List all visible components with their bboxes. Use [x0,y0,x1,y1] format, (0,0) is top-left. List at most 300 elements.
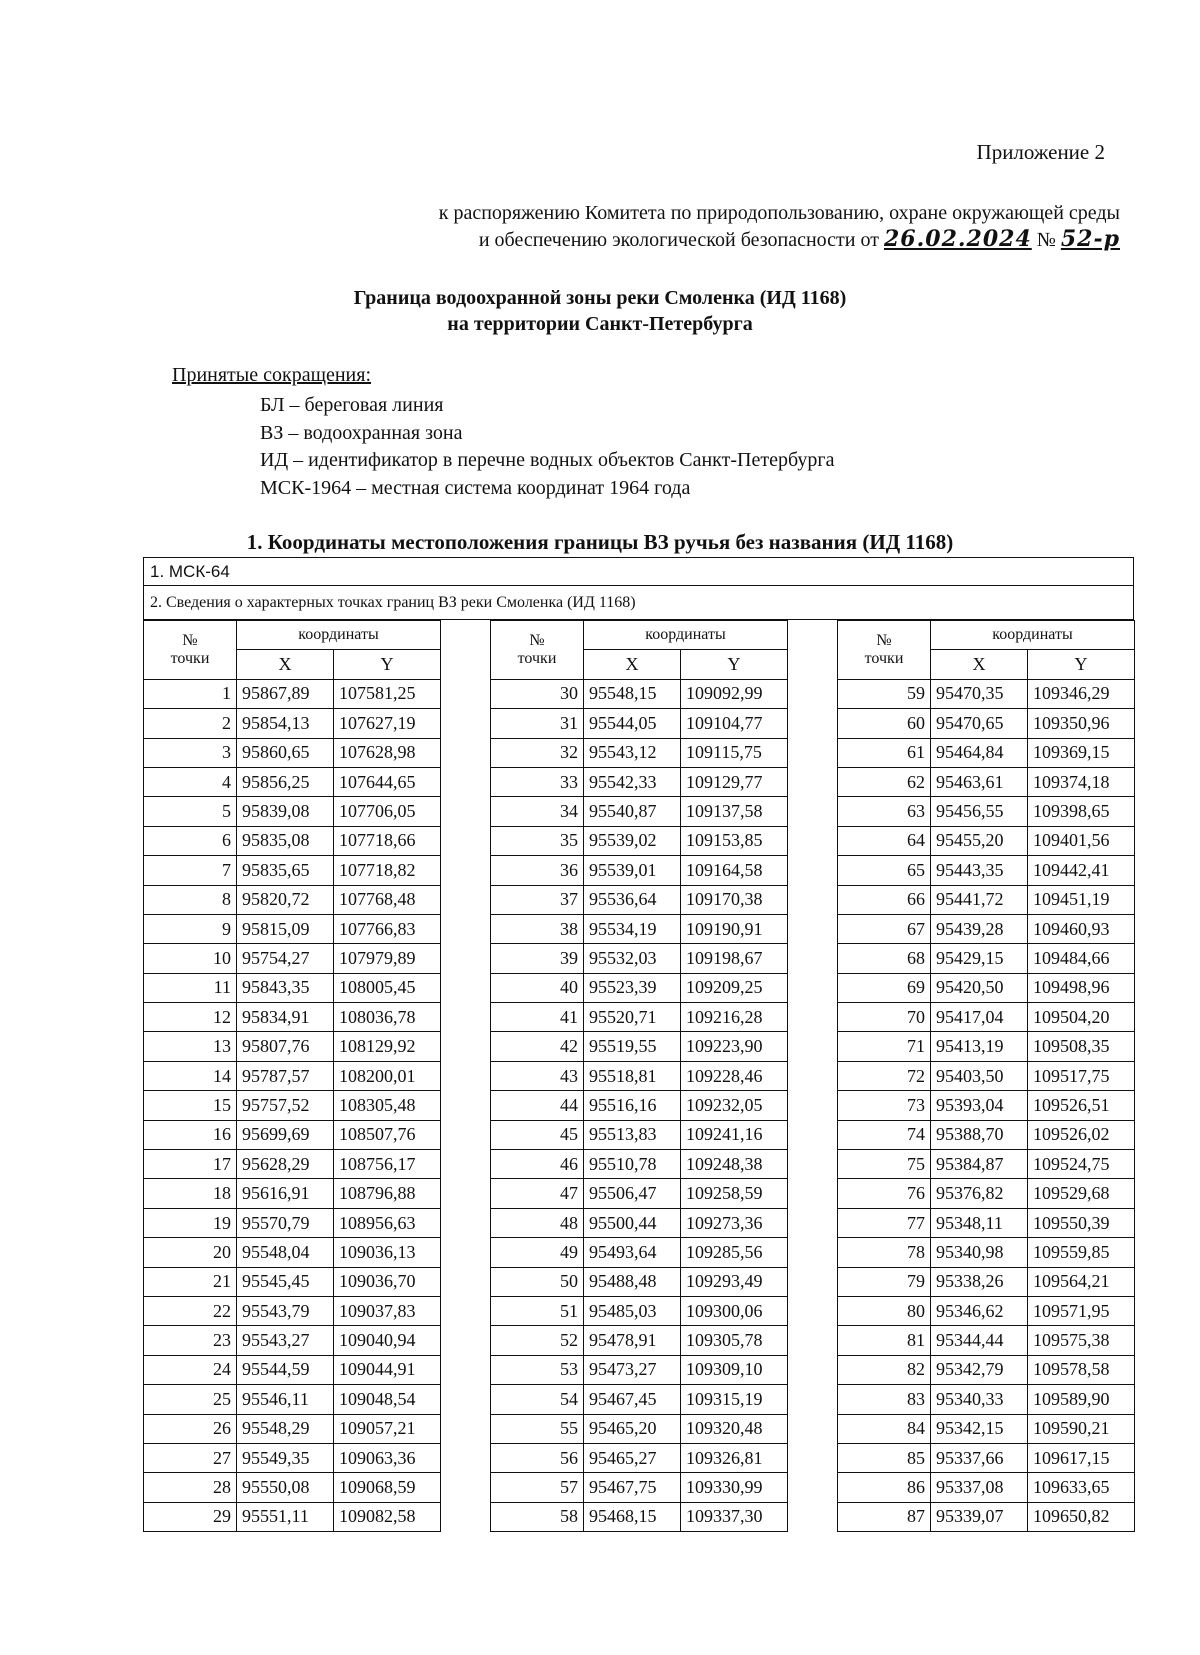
coord-y: 109082,58 [334,1502,441,1531]
point-number: 52 [491,1326,584,1355]
document-title-line1: Граница водоохранной зоны реки Смоленка (ИД 1168) [353,287,847,309]
point-number: 36 [491,856,584,885]
coord-x: 95342,79 [931,1355,1028,1384]
coord-x: 95843,35 [237,973,334,1002]
table-row [491,944,788,973]
coord-x: 95519,55 [584,1032,681,1061]
coord-y: 109633,65 [1028,1473,1135,1502]
point-number: 14 [144,1061,237,1090]
table-row [144,1473,441,1502]
coord-y: 108956,63 [334,1208,441,1237]
point-number: 9 [144,914,237,943]
coord-y: 109315,19 [681,1385,788,1414]
abbreviations-list [260,392,834,502]
table-row [491,797,788,826]
point-number: 16 [144,1120,237,1149]
coord-x: 95516,16 [584,1091,681,1120]
table-row [144,1355,441,1384]
coord-x: 95854,13 [237,709,334,738]
table-row [144,679,441,708]
table-row [491,709,788,738]
coord-x: 95500,44 [584,1208,681,1237]
coord-x: 95388,70 [931,1120,1028,1149]
coord-y: 109115,75 [681,738,788,767]
table-row [491,1150,788,1179]
col-header-y: Y [334,650,441,679]
coord-x: 95543,27 [237,1326,334,1355]
table-row [838,1061,1135,1090]
coord-y: 109575,38 [1028,1326,1135,1355]
table-row [144,1120,441,1149]
table-row [491,914,788,943]
coord-y: 109398,65 [1028,797,1135,826]
table-row [838,1208,1135,1237]
coord-y: 107979,89 [334,944,441,973]
point-number: 35 [491,826,584,855]
number-sign: № [182,631,198,649]
order-date: 26.02.2024 [883,226,1032,252]
table-row [838,826,1135,855]
coord-x: 95699,69 [237,1120,334,1149]
point-number: 19 [144,1208,237,1237]
coord-y: 109401,56 [1028,826,1135,855]
coord-x: 95510,78 [584,1150,681,1179]
table-row [144,1091,441,1120]
coord-x: 95470,65 [931,709,1028,738]
coord-x: 95420,50 [931,973,1028,1002]
coord-y: 108036,78 [334,1003,441,1032]
coord-x: 95340,98 [931,1238,1028,1267]
table-row [838,973,1135,1002]
table-row [491,1061,788,1090]
coord-x: 95439,28 [931,914,1028,943]
coord-x: 95337,66 [931,1443,1028,1472]
table-row [838,1120,1135,1149]
coord-x: 95337,08 [931,1473,1028,1502]
points-tables [143,620,1135,1532]
table-row [838,738,1135,767]
point-number: 77 [838,1208,931,1237]
table-row [144,1296,441,1325]
point-number: 84 [838,1414,931,1443]
coord-x: 95867,89 [237,679,334,708]
table-row [491,1443,788,1472]
col-header-x: X [584,650,681,679]
point-number: 5 [144,797,237,826]
points-table-1 [143,620,441,1532]
table-row [144,1179,441,1208]
coordinate-system-row: 1. МСК-64 [144,558,1133,586]
coord-x: 95467,75 [584,1473,681,1502]
table-row [838,1355,1135,1384]
table-row [144,1267,441,1296]
coord-x: 95465,27 [584,1443,681,1472]
point-number: 1 [144,679,237,708]
table-row [491,1473,788,1502]
order-number: 52-р [1060,226,1120,252]
point-number: 81 [838,1326,931,1355]
abbreviation-item: БЛ – береговая линия [260,394,444,416]
point-number: 33 [491,767,584,796]
table-row [144,1326,441,1355]
coord-y: 109337,30 [681,1502,788,1531]
coord-y: 107628,98 [334,738,441,767]
coord-y: 109198,67 [681,944,788,973]
order-reference-line2: и обеспечению экологической безопасности от [478,229,879,251]
coord-y: 109048,54 [334,1385,441,1414]
point-number: 43 [491,1061,584,1090]
table-row [144,767,441,796]
point-number: 63 [838,797,931,826]
coord-x: 95856,25 [237,767,334,796]
point-number: 20 [144,1238,237,1267]
coord-x: 95835,65 [237,856,334,885]
coord-x: 95807,76 [237,1032,334,1061]
coord-y: 109498,96 [1028,973,1135,1002]
point-number: 41 [491,1003,584,1032]
table-row [491,1003,788,1032]
coord-y: 109232,05 [681,1091,788,1120]
point-number: 57 [491,1473,584,1502]
point-number: 6 [144,826,237,855]
order-reference [0,200,1120,253]
coord-x: 95338,26 [931,1267,1028,1296]
coord-x: 95545,45 [237,1267,334,1296]
coord-x: 95443,35 [931,856,1028,885]
table-row [838,885,1135,914]
point-number: 54 [491,1385,584,1414]
coord-y: 109305,78 [681,1326,788,1355]
coord-y: 107706,05 [334,797,441,826]
point-number: 23 [144,1326,237,1355]
coord-y: 109559,85 [1028,1238,1135,1267]
point-number: 30 [491,679,584,708]
table-row [838,709,1135,738]
coord-x: 95548,04 [237,1238,334,1267]
coord-y: 109504,20 [1028,1003,1135,1032]
point-number: 74 [838,1120,931,1149]
point-number: 21 [144,1267,237,1296]
coord-y: 109508,35 [1028,1032,1135,1061]
table-row [144,1003,441,1032]
coord-x: 95787,57 [237,1061,334,1090]
point-number: 40 [491,973,584,1002]
point-number: 75 [838,1150,931,1179]
coord-x: 95456,55 [931,797,1028,826]
coord-x: 95441,72 [931,885,1028,914]
point-number: 8 [144,885,237,914]
coord-x: 95839,08 [237,797,334,826]
point-number: 71 [838,1032,931,1061]
table-row [144,885,441,914]
coord-y: 109036,70 [334,1267,441,1296]
point-number: 42 [491,1032,584,1061]
coord-x: 95543,79 [237,1296,334,1325]
number-sign: № [876,631,892,649]
coord-x: 95546,11 [237,1385,334,1414]
point-number: 10 [144,944,237,973]
point-number: 39 [491,944,584,973]
point-number: 76 [838,1179,931,1208]
table-row [838,1091,1135,1120]
table-row [838,1267,1135,1296]
coord-y: 109036,13 [334,1238,441,1267]
coord-y: 109129,77 [681,767,788,796]
coord-x: 95532,03 [584,944,681,973]
coord-x: 95339,07 [931,1502,1028,1531]
point-number: 62 [838,767,931,796]
coord-y: 107718,66 [334,826,441,855]
table-row [491,856,788,885]
coord-y: 109164,58 [681,856,788,885]
table-row [491,738,788,767]
table-row [838,1502,1135,1531]
coord-x: 95376,82 [931,1179,1028,1208]
points-table-2 [490,620,788,1532]
coord-y: 109037,83 [334,1296,441,1325]
coord-y: 109326,81 [681,1443,788,1472]
table-row [144,1150,441,1179]
coord-x: 95493,64 [584,1238,681,1267]
col-header-coordinates: координаты [931,621,1135,650]
point-number: 55 [491,1414,584,1443]
table-row [491,1032,788,1061]
coord-y: 109223,90 [681,1032,788,1061]
coord-y: 109578,58 [1028,1355,1135,1384]
coord-y: 109285,56 [681,1238,788,1267]
coord-y: 107766,83 [334,914,441,943]
point-number: 11 [144,973,237,1002]
point-number: 25 [144,1385,237,1414]
table-row [491,1179,788,1208]
coord-x: 95467,45 [584,1385,681,1414]
coord-x: 95860,65 [237,738,334,767]
table-row [144,709,441,738]
coord-x: 95539,02 [584,826,681,855]
point-number: 27 [144,1443,237,1472]
table-row [838,767,1135,796]
coord-y: 109248,38 [681,1150,788,1179]
coord-y: 107627,19 [334,709,441,738]
abbreviation-item: ВЗ – водоохранная зона [260,421,463,444]
coord-y: 109057,21 [334,1414,441,1443]
number-sign: № [529,631,545,649]
point-number: 2 [144,709,237,738]
coord-x: 95513,83 [584,1120,681,1149]
col-header-coordinates: координаты [584,621,788,650]
point-number: 32 [491,738,584,767]
table-row [838,1473,1135,1502]
coord-y: 108507,76 [334,1120,441,1149]
point-number: 58 [491,1502,584,1531]
point-number: 24 [144,1355,237,1384]
coord-x: 95393,04 [931,1091,1028,1120]
table-row [838,1385,1135,1414]
point-number: 72 [838,1061,931,1090]
table-row [838,944,1135,973]
point-number: 13 [144,1032,237,1061]
abbreviation-item: МСК-1964 – местная система координат 1964 года [260,476,691,499]
table-row [838,1003,1135,1032]
coord-x: 95539,01 [584,856,681,885]
table-frame [143,557,1134,620]
coord-y: 109320,48 [681,1414,788,1443]
table-row [144,797,441,826]
table-row [491,1296,788,1325]
order-reference-line1: к распоряжению Комитета по природопользованию, охране окружающей среды [438,202,1120,224]
table-row [144,1385,441,1414]
coord-x: 95548,29 [237,1414,334,1443]
point-number: 59 [838,679,931,708]
coord-y: 109170,38 [681,885,788,914]
coord-x: 95523,39 [584,973,681,1002]
point-number: 17 [144,1150,237,1179]
table-row [838,914,1135,943]
table-row [144,738,441,767]
table-row [144,1061,441,1090]
point-number: 61 [838,738,931,767]
coord-x: 95834,91 [237,1003,334,1032]
coord-x: 95429,15 [931,944,1028,973]
point-number: 82 [838,1355,931,1384]
table-row [838,1032,1135,1061]
document-title [0,285,1200,337]
table-row [838,1414,1135,1443]
coord-y: 109092,99 [681,679,788,708]
coord-y: 109309,10 [681,1355,788,1384]
point-number: 87 [838,1502,931,1531]
point-number: 69 [838,973,931,1002]
coord-y: 109442,41 [1028,856,1135,885]
table-row [491,1091,788,1120]
coord-y: 109330,99 [681,1473,788,1502]
col-header-coordinates: координаты [237,621,441,650]
table-row [491,1208,788,1237]
coord-y: 109589,90 [1028,1385,1135,1414]
coord-x: 95757,52 [237,1091,334,1120]
table-row [491,1326,788,1355]
coord-x: 95342,15 [931,1414,1028,1443]
table-row [144,1208,441,1237]
coord-y: 109526,51 [1028,1091,1135,1120]
coord-y: 109650,82 [1028,1502,1135,1531]
coord-y: 108756,17 [334,1150,441,1179]
table-row [838,1443,1135,1472]
point-number: 47 [491,1179,584,1208]
coord-y: 109068,59 [334,1473,441,1502]
table-row [491,679,788,708]
col-header-y: Y [1028,650,1135,679]
table-row [838,679,1135,708]
point-number: 29 [144,1502,237,1531]
coord-y: 109104,77 [681,709,788,738]
point-number: 45 [491,1120,584,1149]
coord-x: 95551,11 [237,1502,334,1531]
coord-y: 109300,06 [681,1296,788,1325]
coord-y: 109040,94 [334,1326,441,1355]
col-header-x: X [237,650,334,679]
point-number: 38 [491,914,584,943]
point-number: 70 [838,1003,931,1032]
coord-y: 108305,48 [334,1091,441,1120]
point-number: 86 [838,1473,931,1502]
table-row [491,1238,788,1267]
coord-x: 95340,33 [931,1385,1028,1414]
table-row [838,1238,1135,1267]
point-number: 68 [838,944,931,973]
coord-y: 107718,82 [334,856,441,885]
table-row [491,1414,788,1443]
table-row [144,914,441,943]
point-label: точки [170,649,210,667]
coord-x: 95485,03 [584,1296,681,1325]
col-header-y: Y [681,650,788,679]
point-number: 34 [491,797,584,826]
point-number: 83 [838,1385,931,1414]
coord-x: 95835,08 [237,826,334,855]
coord-x: 95549,35 [237,1443,334,1472]
table-row [838,1179,1135,1208]
table-row [491,767,788,796]
coord-y: 108005,45 [334,973,441,1002]
coord-x: 95468,15 [584,1502,681,1531]
table-row [491,1502,788,1531]
table-row [144,1238,441,1267]
coord-x: 95506,47 [584,1179,681,1208]
coord-x: 95628,29 [237,1150,334,1179]
point-number: 65 [838,856,931,885]
coord-y: 109153,85 [681,826,788,855]
point-number: 64 [838,826,931,855]
point-number: 50 [491,1267,584,1296]
coord-x: 95536,64 [584,885,681,914]
abbreviations-heading: Принятые сокращения: [172,364,372,386]
table-row [491,1120,788,1149]
point-number: 49 [491,1238,584,1267]
col-header-point-number [491,621,584,680]
number-sign: № [1036,229,1056,251]
table-row [838,856,1135,885]
section-title: 1. Координаты местоположения границы ВЗ ручья без названия (ИД 1168) [246,530,954,554]
coord-x: 95616,91 [237,1179,334,1208]
col-header-x: X [931,650,1028,679]
points-table-3 [837,620,1135,1532]
point-number: 53 [491,1355,584,1384]
coord-y: 109590,21 [1028,1414,1135,1443]
coord-y: 109529,68 [1028,1179,1135,1208]
point-number: 18 [144,1179,237,1208]
coord-y: 109374,18 [1028,767,1135,796]
document-title-line2: на территории Санкт-Петербурга [447,313,753,335]
point-number: 66 [838,885,931,914]
coord-x: 95417,04 [931,1003,1028,1032]
coord-y: 107768,48 [334,885,441,914]
coord-y: 109564,21 [1028,1267,1135,1296]
coord-x: 95346,62 [931,1296,1028,1325]
point-number: 79 [838,1267,931,1296]
table-row [491,885,788,914]
coord-y: 107644,65 [334,767,441,796]
coord-x: 95534,19 [584,914,681,943]
coord-x: 95540,87 [584,797,681,826]
table-row [144,856,441,885]
point-number: 80 [838,1296,931,1325]
coord-y: 109228,46 [681,1061,788,1090]
coord-x: 95550,08 [237,1473,334,1502]
coord-x: 95470,35 [931,679,1028,708]
col-header-point-number [838,621,931,680]
coord-y: 109550,39 [1028,1208,1135,1237]
